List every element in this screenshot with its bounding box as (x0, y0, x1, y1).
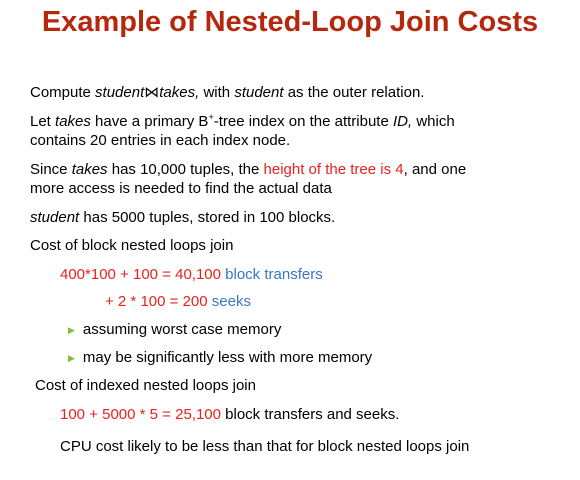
relation-takes: takes, (159, 84, 200, 101)
text-part: with (199, 84, 235, 101)
text-part: , and one (403, 161, 467, 178)
cost-block-transfers (60, 265, 323, 284)
superscript-plus: + (208, 112, 214, 122)
cost-formula: 400*100 + 100 = 40,100 (60, 266, 226, 283)
cost-formula: + 2 * 100 = 200 (105, 293, 212, 310)
cost-formula: 100 + 5000 * 5 = 25,100 (60, 406, 226, 423)
relation-student: student (234, 84, 284, 101)
relation-student: student (30, 209, 80, 226)
bullet-text: may be significantly less with more memory (82, 349, 373, 366)
text-tuples-cont: more access is needed to find the actual data (30, 180, 332, 197)
cost-unit: seeks (211, 293, 251, 310)
text-part: have a primary B (90, 113, 209, 130)
relation-takes: takes (71, 161, 108, 178)
text-part: which (412, 113, 455, 130)
bullet-more-memory (68, 348, 372, 368)
heading-indexed-nested: Cost of indexed nested loops join (35, 377, 256, 394)
slide-title: Example of Nested-Loop Join Costs (41, 6, 539, 38)
triangle-bullet-icon: ▶ (68, 325, 75, 335)
text-part: -tree index on the attribute (213, 113, 393, 130)
text-part: has 10,000 tuples, the (107, 161, 264, 178)
relation-takes: takes (55, 113, 91, 130)
cpu-cost-note: CPU cost likely to be less than that for block nested loops join (60, 438, 470, 455)
cost-unit: block transfers (225, 266, 323, 283)
cost-indexed (60, 405, 399, 424)
text-index (30, 112, 455, 131)
text-index-cont: contains 20 entries in each index node. (30, 132, 291, 149)
heading-block-nested: Cost of block nested loops join (30, 237, 234, 254)
cost-seeks (105, 292, 251, 311)
text-part: Let (30, 113, 56, 130)
join-icon: ⋈ (144, 84, 160, 101)
attribute-id: ID, (392, 113, 413, 130)
text-compute (30, 83, 424, 102)
bullet-worst-case (68, 320, 281, 340)
tree-height-highlight: height of the tree is 4 (263, 161, 404, 178)
triangle-bullet-icon: ▶ (68, 353, 75, 363)
text-part: as the outer relation. (283, 84, 425, 101)
text-tuples (30, 160, 466, 179)
text-part: has 5000 tuples, stored in 100 blocks. (79, 209, 336, 226)
text-student-blocks (30, 208, 335, 227)
relation-student: student (95, 84, 145, 101)
bullet-text: assuming worst case memory (82, 321, 282, 338)
cost-unit: block transfers and seeks. (225, 406, 400, 423)
text-part: Since (30, 161, 72, 178)
text-part: Compute (30, 84, 96, 101)
